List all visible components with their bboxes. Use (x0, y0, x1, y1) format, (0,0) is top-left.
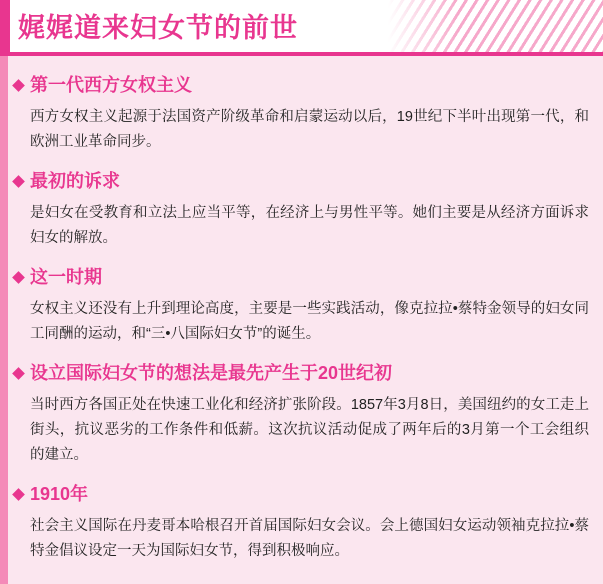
diamond-bullet-icon (12, 367, 25, 380)
article-section (14, 360, 589, 468)
page-header (0, 0, 603, 56)
header-stripe-decoration (388, 0, 603, 56)
article-section (14, 481, 589, 564)
diamond-bullet-icon (12, 79, 25, 92)
section-heading-label: 1910年 (30, 484, 89, 504)
section-heading (14, 481, 589, 507)
section-heading-label: 最初的诉求 (30, 171, 120, 191)
section-paragraph: 当时西方各国正处在快速工业化和经济扩张阶段。1857年3月8日，美国纽约的女工走上街头，抗议恶劣的工作条件和低薪。这次抗议活动促成了两年后的3月第一个工会组织的建立。 (30, 397, 589, 463)
section-heading-label: 这一时期 (30, 267, 102, 287)
article-body (0, 56, 603, 564)
section-heading-label: 第一代西方女权主义 (30, 75, 192, 95)
article-section (14, 264, 589, 347)
page-title: 娓娓道来妇女节的前世 (18, 13, 298, 43)
section-heading (14, 360, 589, 386)
diamond-bullet-icon (12, 175, 25, 188)
section-paragraph: 是妇女在受教育和立法上应当平等，在经济上与男性平等。她们主要是从经济方面诉求妇女的解放。 (30, 205, 589, 246)
section-heading (14, 264, 589, 290)
diamond-bullet-icon (12, 488, 25, 501)
section-heading (14, 72, 589, 98)
header-accent-bar (0, 0, 10, 56)
section-paragraph: 社会主义国际在丹麦哥本哈根召开首届国际妇女会议。会上德国妇女运动领袖克拉拉•蔡特金倡议设定一天为国际妇女节，得到积极响应。 (30, 518, 589, 559)
section-paragraph: 西方女权主义起源于法国资产阶级革命和启蒙运动以后，19世纪下半叶出现第一代，和欧洲工业革命同步。 (30, 109, 589, 150)
section-heading-label: 设立国际妇女节的想法是最先产生于20世纪初 (30, 363, 393, 383)
article-section (14, 72, 589, 155)
section-heading (14, 168, 589, 194)
section-paragraph: 女权主义还没有上升到理论高度，主要是一些实践活动，像克拉拉•蔡特金领导的妇女同工同酬的运动，和“三•八国际妇女节”的诞生。 (30, 301, 589, 342)
diamond-bullet-icon (12, 271, 25, 284)
article-section (14, 168, 589, 251)
